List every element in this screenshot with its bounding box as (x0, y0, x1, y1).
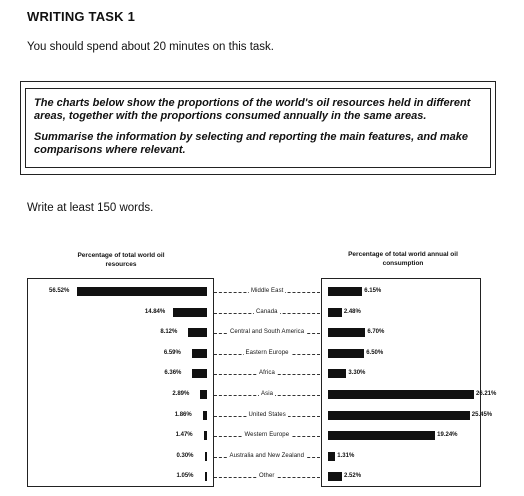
word-count-note: Write at least 150 words. (27, 202, 154, 214)
resources-bar (77, 287, 207, 296)
left-chart-title: Percentage of total world oil resources (77, 252, 165, 268)
category-label: Other (259, 473, 275, 480)
consumption-bar (328, 452, 335, 461)
resources-value-label: 8.12% (160, 329, 178, 336)
resources-value-label: 1.86% (174, 411, 192, 418)
consumption-bar (328, 472, 342, 481)
resources-bar (188, 328, 207, 337)
resources-value-label: 2.89% (172, 391, 190, 397)
resources-value-label: 0.30% (176, 452, 194, 459)
consumption-bar (328, 390, 474, 399)
right-chart-title: Percentage of total world annual oil consumption (348, 251, 458, 267)
resources-value-label: 14.84% (144, 308, 166, 315)
consumption-value-label: 6.50% (366, 349, 384, 356)
resources-bar (173, 308, 207, 317)
category-label: Canada (256, 308, 278, 315)
category-label: Australia and New Zealand (229, 452, 305, 459)
resources-value-label: 6.36% (164, 370, 182, 377)
resources-bar (192, 369, 207, 378)
time-note: You should spend about 20 minutes on this task. (27, 41, 274, 53)
consumption-bar (328, 328, 365, 337)
category-label: Asia (261, 391, 274, 397)
resources-value-label: 1.05% (176, 473, 194, 480)
consumption-bar (328, 369, 346, 378)
category-label: Middle East (251, 288, 284, 294)
consumption-value-label: 6.70% (367, 329, 385, 336)
task-heading: WRITING TASK 1 (27, 9, 135, 24)
category-label: Eastern Europe (245, 349, 289, 356)
task-prompt: The charts below show the proportions of the world's oil resources held in different areas, together with the proportions consumed annually in the same areas. (34, 97, 471, 122)
resources-value-label: 1.47% (175, 432, 193, 439)
consumption-value-label: 1.31% (337, 452, 355, 459)
consumption-value-label: 6.15% (364, 288, 382, 294)
resources-bar (200, 390, 207, 399)
resources-bar (204, 431, 207, 440)
consumption-bar (328, 431, 435, 440)
category-label: Central and South America (230, 329, 305, 336)
consumption-value-label: 25.45% (471, 411, 493, 418)
consumption-value-label: 2.48% (343, 308, 361, 315)
consumption-value-label: 3.30% (348, 370, 366, 377)
task-instruction: Summarise the information by selecting and reporting the main features, and make comparisons where relevant. (34, 131, 468, 156)
consumption-bar (328, 349, 364, 358)
resources-bar (192, 349, 207, 358)
consumption-bar (328, 411, 470, 420)
resources-bar (203, 411, 207, 420)
resources-value-label: 56.52% (49, 288, 70, 294)
category-label: Western Europe (244, 432, 290, 439)
consumption-value-label: 19.24% (437, 432, 458, 439)
category-label: Africa (259, 370, 275, 377)
task-prompt-box (25, 88, 491, 168)
resources-value-label: 6.59% (163, 349, 181, 356)
category-label: United States (248, 411, 286, 418)
resources-bar (205, 452, 208, 461)
resources-bar (205, 472, 208, 481)
consumption-value-label: 26.21% (476, 391, 497, 397)
consumption-bar (328, 287, 362, 296)
consumption-value-label: 2.52% (344, 473, 362, 480)
consumption-bar (328, 308, 342, 317)
